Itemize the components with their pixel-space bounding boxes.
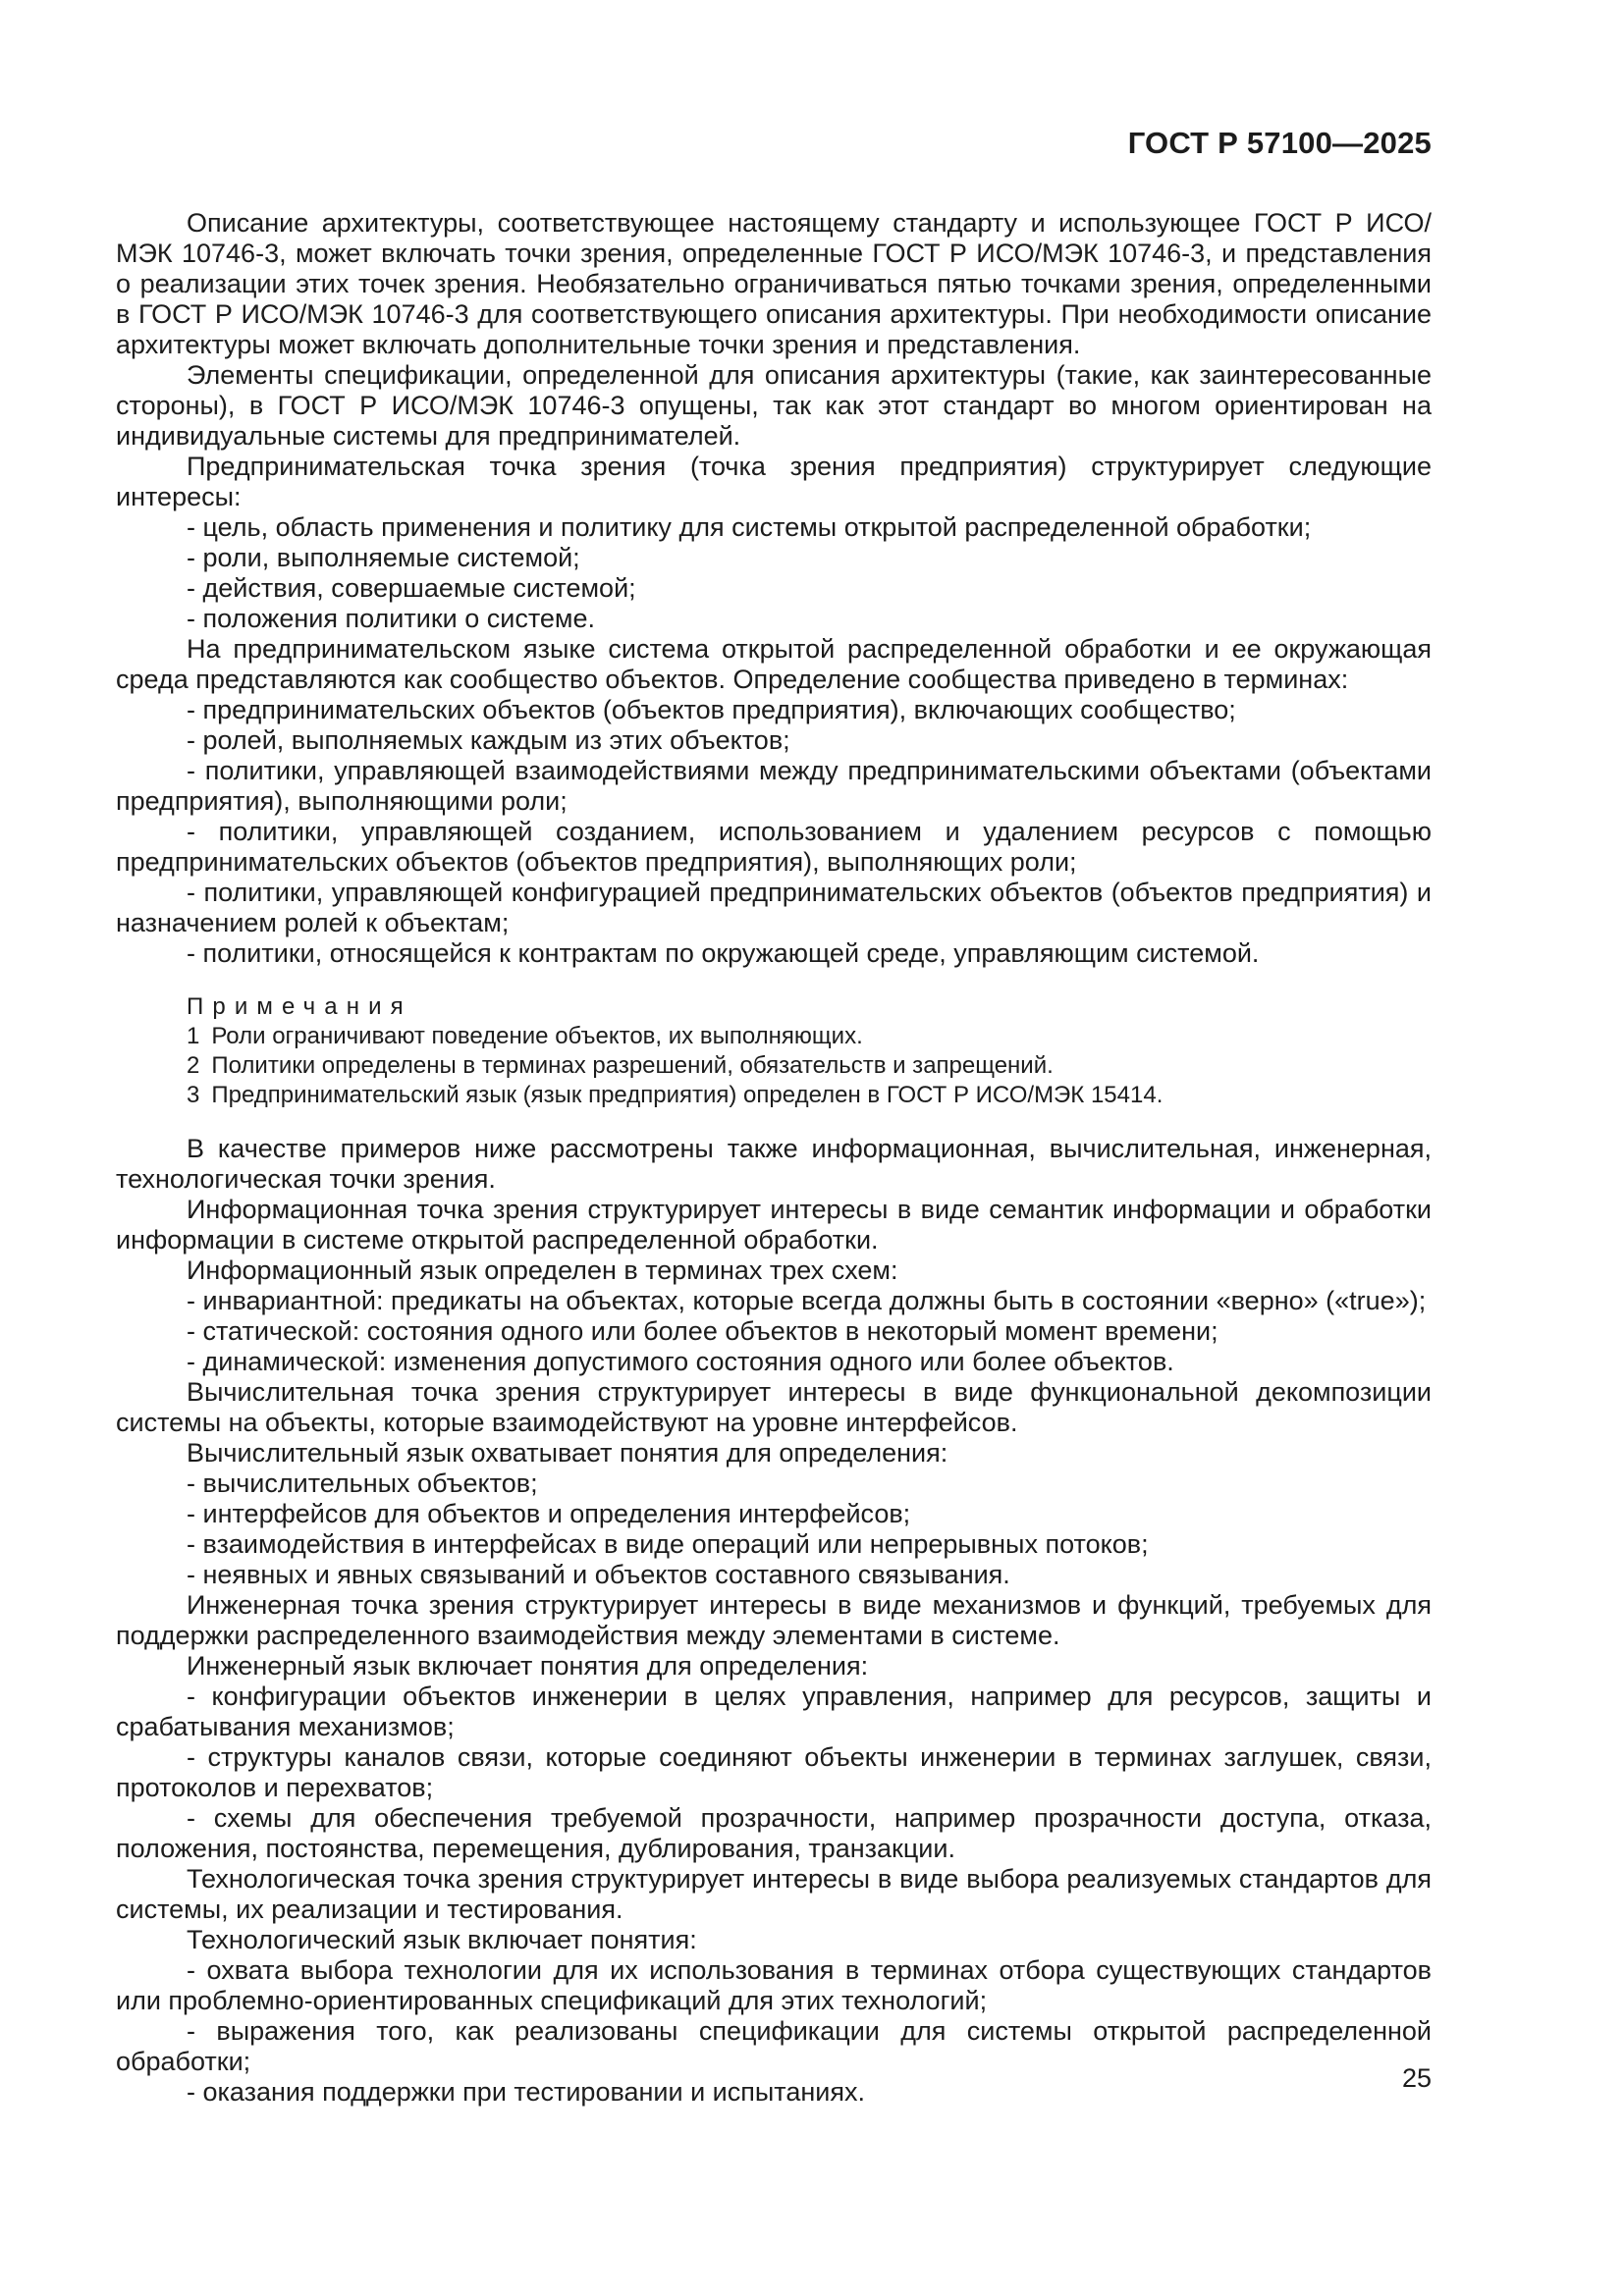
- paragraph: В качестве примеров ниже рассмотрены также информационная, вычислительная, инженерная, технологическая точки зрения.: [116, 1134, 1432, 1194]
- list-item: - политики, управляющей созданием, использованием и удалением ресурсов с помощью предпринимательских объектов (объектов предприятия), выполняющих роли;: [116, 817, 1432, 877]
- list-item: - статической: состояния одного или более объектов в некоторый момент времени;: [187, 1316, 1218, 1346]
- paragraph: На предпринимательском языке система открытой распределенной обработки и ее окружающая среда представляются как сообщество объектов. Определение сообщества приведено в терминах:: [116, 634, 1432, 694]
- list-item: - ролей, выполняемых каждым из этих объектов;: [187, 725, 790, 755]
- list-item: - инвариантной: предикаты на объектах, которые всегда должны быть в состоянии «верно» («true»);: [187, 1286, 1427, 1315]
- paragraph: Технологический язык включает понятия:: [187, 1925, 697, 1954]
- paragraph: Инженерный язык включает понятия для определения:: [187, 1651, 869, 1681]
- list-item: - выражения того, как реализованы спецификации для системы открытой распределенной обработки;: [116, 2016, 1432, 2076]
- running-header: ГОСТ Р 57100—2025: [1127, 126, 1432, 160]
- list-item: - схемы для обеспечения требуемой прозрачности, например прозрачности доступа, отказа, положения, постоянства, перемещения, дублирования, транзакции.: [116, 1803, 1432, 1863]
- list-item: - взаимодействия в интерфейсах в виде операций или непрерывных потоков;: [187, 1529, 1149, 1559]
- list-item: - охвата выбора технологии для их использования в терминах отбора существующих стандартов или проблемно-ориентированных спецификаций для этих технологий;: [116, 1955, 1432, 2015]
- note-item: 2 Политики определены в терминах разрешений, обязательств и запрещений.: [187, 1052, 1054, 1079]
- list-item: - вычислительных объектов;: [187, 1468, 538, 1498]
- list-item: - структуры каналов связи, которые соединяют объекты инженерии в терминах заглушек, связи, протоколов и перехватов;: [116, 1742, 1432, 1802]
- list-item: - цель, область применения и политику для системы открытой распределенной обработки;: [187, 512, 1312, 542]
- list-item: - политики, управляющей взаимодействиями между предпринимательскими объектами (объектами предприятия), выполняющими роли;: [116, 756, 1432, 816]
- paragraph: Вычислительная точка зрения структурирует интересы в виде функциональной декомпозиции системы на объекты, которые взаимодействуют на уровне интерфейсов.: [116, 1377, 1432, 1437]
- paragraph: Вычислительный язык охватывает понятия для определения:: [187, 1438, 948, 1468]
- note-item: 1 Роли ограничивают поведение объектов, их выполняющих.: [187, 1023, 863, 1049]
- paragraph: Инженерная точка зрения структурирует интересы в виде механизмов и функций, требуемых для поддержки распределенного взаимодействия между элементами в системе.: [116, 1590, 1432, 1650]
- list-item: - роли, выполняемые системой;: [187, 543, 580, 572]
- paragraph: Предпринимательская точка зрения (точка зрения предприятия) структурирует следующие интересы:: [116, 452, 1432, 511]
- paragraph: Описание архитектуры, соответствующее настоящему стандарту и использующее ГОСТ Р ИСО/МЭК 10746-3, может включать точки зрения, определенные ГОСТ Р ИСО/МЭК 10746-3, и представления о реализации этих точек зрения. Необязательно ограничиваться пятью точками зрения, определенными в ГОСТ Р ИСО/МЭК 10746-3 для соответствующего описания архитектуры. При необходимости описание архитектуры может включать дополнительные точки зрения и представления.: [116, 208, 1432, 359]
- paragraph: Информационный язык определен в терминах трех схем:: [187, 1255, 898, 1285]
- list-item: - неявных и явных связываний и объектов составного связывания.: [187, 1560, 1010, 1589]
- list-item: - оказания поддержки при тестировании и испытаниях.: [187, 2077, 865, 2107]
- notes-block: [116, 992, 1432, 1110]
- notes-heading: Примечания: [187, 993, 412, 1020]
- document-body: [116, 208, 1432, 2108]
- list-item: - политики, относящейся к контрактам по окружающей среде, управляющим системой.: [187, 938, 1260, 968]
- list-item: - интерфейсов для объектов и определения интерфейсов;: [187, 1499, 911, 1528]
- list-item: - предпринимательских объектов (объектов предприятия), включающих сообщество;: [187, 695, 1236, 724]
- list-item: - конфигурации объектов инженерии в целях управления, например для ресурсов, защиты и срабатывания механизмов;: [116, 1682, 1432, 1741]
- list-item: - положения политики о системе.: [187, 604, 595, 633]
- page-number: 25: [1401, 2063, 1432, 2093]
- paragraph: Технологическая точка зрения структурирует интересы в виде выбора реализуемых стандартов для системы, их реализации и тестирования.: [116, 1864, 1432, 1924]
- paragraph: Элементы спецификации, определенной для описания архитектуры (такие, как заинтересованные стороны), в ГОСТ Р ИСО/МЭК 10746-3 опущены, так как этот стандарт во многом ориентирован на индивидуальные системы для предпринимателей.: [116, 360, 1432, 451]
- list-item: - динамической: изменения допустимого состояния одного или более объектов.: [187, 1347, 1174, 1376]
- list-item: - действия, совершаемые системой;: [187, 573, 636, 603]
- list-item: - политики, управляющей конфигурацией предпринимательских объектов (объектов предприятия) и назначением ролей к объектам;: [116, 878, 1432, 937]
- note-item: 3 Предпринимательский язык (язык предприятия) определен в ГОСТ Р ИСО/МЭК 15414.: [187, 1082, 1164, 1108]
- paragraph: Информационная точка зрения структурирует интересы в виде семантик информации и обработки информации в системе открытой распределенной обработки.: [116, 1195, 1432, 1255]
